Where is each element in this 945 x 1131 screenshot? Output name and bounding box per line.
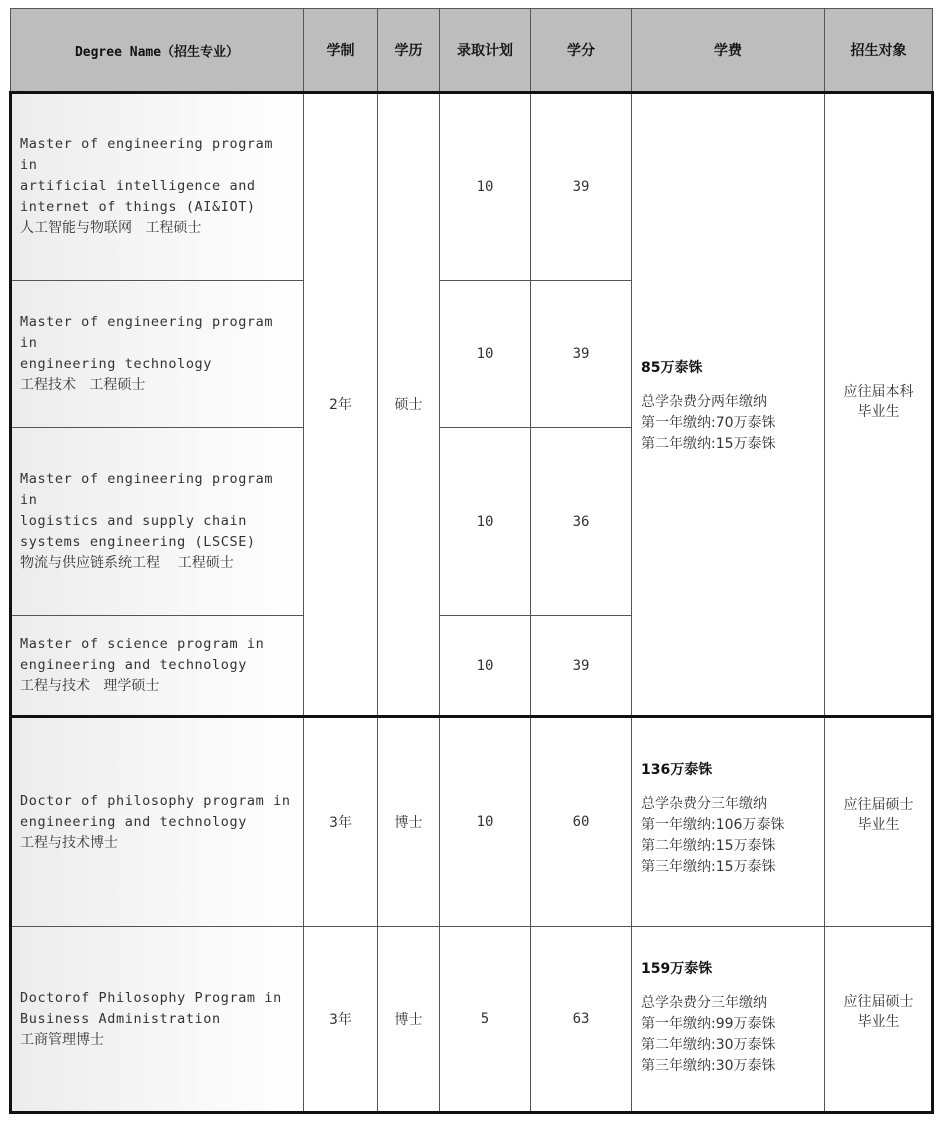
- doctorate-target: [825, 718, 932, 926]
- tuition-line: 总学杂费分三年缴纳: [641, 796, 767, 812]
- doctorate-tuition: [632, 718, 824, 926]
- credits-value: 39: [572, 178, 590, 195]
- grid-line: [530, 8, 531, 1112]
- masters-education: 硕士: [394, 397, 423, 413]
- program-name-zh: 物流与供应链系统工程 工程硕士: [20, 555, 234, 571]
- credits-value: 63: [572, 1011, 590, 1027]
- credits-value: 39: [572, 346, 590, 362]
- grid-line: [824, 8, 825, 1112]
- tuition-line: 第一年缴纳:70万泰铢: [641, 414, 776, 431]
- grid-line: [440, 615, 631, 616]
- masters-tuition: [632, 93, 824, 715]
- tuition-line: 第三年缴纳:15万泰铢: [641, 859, 776, 875]
- grid-line: [439, 8, 440, 1112]
- masters-target: [825, 93, 932, 715]
- grid-line: [10, 8, 11, 92]
- tuition-line: 第一年缴纳:99万泰铢: [641, 1016, 776, 1032]
- header-admission-plan: 录取计划: [440, 9, 530, 91]
- tuition-line: 第三年缴纳:30万泰铢: [641, 1058, 776, 1074]
- target-text: 应往届硕士 毕业生: [843, 797, 914, 833]
- program-name-en: Master of engineering program in engineering technology: [20, 314, 274, 372]
- program-name-en: Doctor of philosophy program in engineering and technology: [20, 792, 291, 830]
- tuition-line: 第二年缴纳:15万泰铢: [641, 838, 776, 854]
- grid-line: [11, 926, 932, 927]
- admission-plan-value: 10: [476, 513, 494, 530]
- program-name-cell: [11, 718, 303, 926]
- header-education: 学历: [378, 9, 439, 91]
- program-name-zh: 工程技术 工程硕士: [20, 377, 146, 393]
- program-name-zh: 工程与技术博士: [20, 834, 118, 851]
- duration-value: 3年: [329, 815, 352, 831]
- header-credits: 学分: [531, 9, 631, 91]
- masters-duration: 2年: [329, 397, 352, 413]
- target-text: 应往届本科 毕业生: [843, 384, 914, 420]
- program-name-cell: [11, 616, 303, 715]
- header-tuition: 学费: [632, 9, 824, 91]
- program-name-zh: 人工智能与物联网 工程硕士: [20, 220, 202, 236]
- grid-line: [10, 8, 933, 9]
- program-name-zh: 工商管理博士: [20, 1031, 104, 1048]
- program-name-en: Master of engineering program in logistics and supply chain systems engineering (LSCSE): [20, 471, 274, 550]
- program-name-en: Master of science program in engineering and technology: [20, 636, 265, 673]
- doctorate-tuition: [632, 927, 824, 1111]
- grid-line: [303, 8, 304, 1112]
- tuition-line: 总学杂费分三年缴纳: [641, 995, 767, 1011]
- program-name-cell: [11, 93, 303, 280]
- tuition-line: 第二年缴纳:30万泰铢: [641, 1037, 776, 1053]
- education-value: 博士: [394, 815, 423, 831]
- target-text: 应往届硕士 毕业生: [843, 994, 914, 1030]
- credits-value: 60: [572, 814, 590, 830]
- admission-plan-value: 10: [476, 178, 494, 195]
- tuition-line: 总学杂费分两年缴纳: [641, 393, 767, 410]
- grid-line: [440, 280, 631, 281]
- header-degree-name: Degree Name（招生专业）: [11, 9, 303, 91]
- tuition-total: 159万泰铢: [641, 961, 713, 977]
- tuition-total: 136万泰铢: [641, 762, 713, 778]
- tuition-line: 第一年缴纳:106万泰铢: [641, 817, 785, 833]
- program-name-cell: [11, 428, 303, 615]
- grid-line: [11, 427, 303, 428]
- grid-line: [377, 8, 378, 1112]
- program-name-en: Doctorof Philosophy Program in Business Administration: [20, 989, 282, 1027]
- grid-line: [11, 280, 303, 281]
- program-name-cell: [11, 927, 303, 1111]
- doctorate-target: [825, 927, 932, 1111]
- admission-plan-value: 10: [476, 657, 494, 674]
- grid-line: [932, 8, 933, 92]
- admission-plan-value: 10: [476, 814, 494, 830]
- program-name-cell: [11, 281, 303, 427]
- grid-line: [631, 8, 632, 1112]
- header-duration: 学制: [304, 9, 377, 91]
- education-value: 博士: [394, 1012, 423, 1028]
- credits-value: 36: [572, 513, 590, 530]
- admission-plan-value: 10: [476, 346, 494, 362]
- grid-line: [11, 615, 303, 616]
- credits-value: 39: [572, 657, 590, 674]
- tuition-total: 85万泰铢: [641, 359, 703, 376]
- admission-plan-value: 5: [480, 1011, 490, 1027]
- duration-value: 3年: [329, 1012, 352, 1028]
- program-name-en: Master of engineering program in artificial intelligence and internet of things (AI&IOT): [20, 136, 274, 215]
- grid-line: [440, 427, 631, 428]
- program-name-zh: 工程与技术 理学硕士: [20, 678, 160, 694]
- header-target: 招生对象: [825, 9, 932, 91]
- tuition-line: 第二年缴纳:15万泰铢: [641, 435, 776, 452]
